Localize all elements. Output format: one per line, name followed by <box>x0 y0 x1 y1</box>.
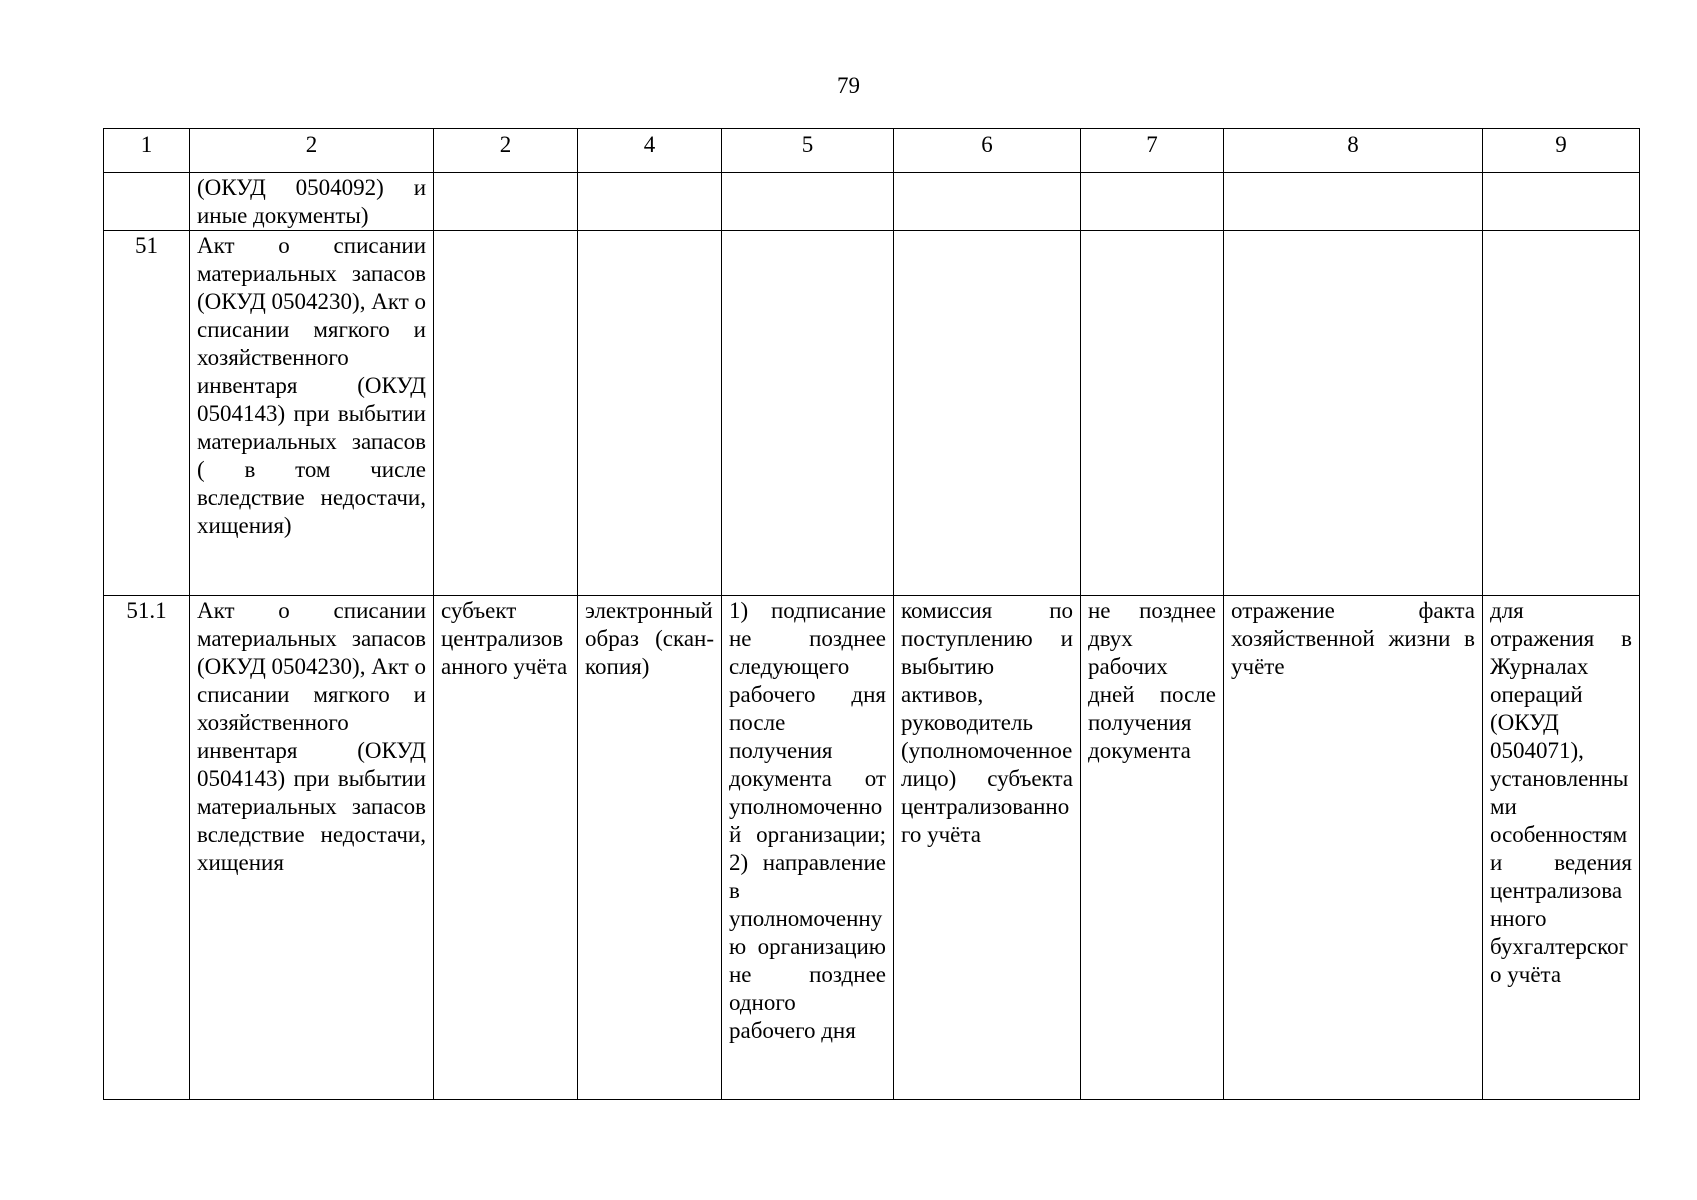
table-cell <box>1224 231 1483 596</box>
table-row <box>104 231 1640 596</box>
header-cell: 1 <box>104 129 190 173</box>
header-cell: 9 <box>1483 129 1640 173</box>
purpose-cell: отражение факта хозяйственной жизни в учёте <box>1224 596 1483 1100</box>
submission-deadline-cell: не позднее двух рабочих дней после получения документа <box>1081 596 1224 1100</box>
table-cell <box>722 173 894 231</box>
page-number: 79 <box>837 73 860 98</box>
table-cell <box>434 173 578 231</box>
table-cell <box>894 231 1081 596</box>
row-number-cell: 51 <box>104 231 190 596</box>
responsible-party-cell: субъект централизованного учёта <box>434 596 578 1100</box>
header-cell: 2 <box>190 129 434 173</box>
table-cell <box>578 173 722 231</box>
row-number-cell: 51.1 <box>104 596 190 1100</box>
header-cell: 8 <box>1224 129 1483 173</box>
table-cell <box>722 231 894 596</box>
document-name-cell: Акт о списании материальных запасов (ОКУД 0504230), Акт о списании мягкого и хозяйственного инвентаря (ОКУД 0504143) при выбытии материальных запасов ( в том числе вследствие недостачи, хищения) <box>190 231 434 596</box>
table-row <box>104 596 1640 1100</box>
header-cell: 7 <box>1081 129 1224 173</box>
document-form-cell: электронный образ (скан-копия) <box>578 596 722 1100</box>
table-cell <box>434 231 578 596</box>
table-row <box>104 173 1640 231</box>
table-cell <box>1081 231 1224 596</box>
table-cell <box>1224 173 1483 231</box>
deadline-procedure-cell: 1) подписание не позднее следующего рабочего дня после получения документа от уполномоченной организации; 2) направление в уполномоченную организацию не позднее одного рабочего дня <box>722 596 894 1100</box>
document-table <box>103 128 1640 1100</box>
table-header-row <box>104 129 1640 173</box>
header-cell: 6 <box>894 129 1081 173</box>
document-name-cell: Акт о списании материальных запасов (ОКУД 0504230), Акт о списании мягкого и хозяйственного инвентаря (ОКУД 0504143) при выбытии материальных запасов вследствие недостачи, хищения <box>190 596 434 1100</box>
table-cell <box>894 173 1081 231</box>
header-cell: 2 <box>434 129 578 173</box>
accounting-register-cell: для отражения в Журналах операций (ОКУД 0504071), установленными особенностями ведения централизованного бухгалтерского учёта <box>1483 596 1640 1100</box>
document-name-cell: (ОКУД 0504092) и иные документы) <box>190 173 434 231</box>
table-cell <box>1081 173 1224 231</box>
row-number-cell <box>104 173 190 231</box>
header-cell: 5 <box>722 129 894 173</box>
header-cell: 4 <box>578 129 722 173</box>
table-cell <box>1483 173 1640 231</box>
table-cell <box>578 231 722 596</box>
table-cell <box>1483 231 1640 596</box>
signatories-cell: комиссия по поступлению и выбытию активов, руководитель (уполномоченное лицо) субъекта централизованного учёта <box>894 596 1081 1100</box>
